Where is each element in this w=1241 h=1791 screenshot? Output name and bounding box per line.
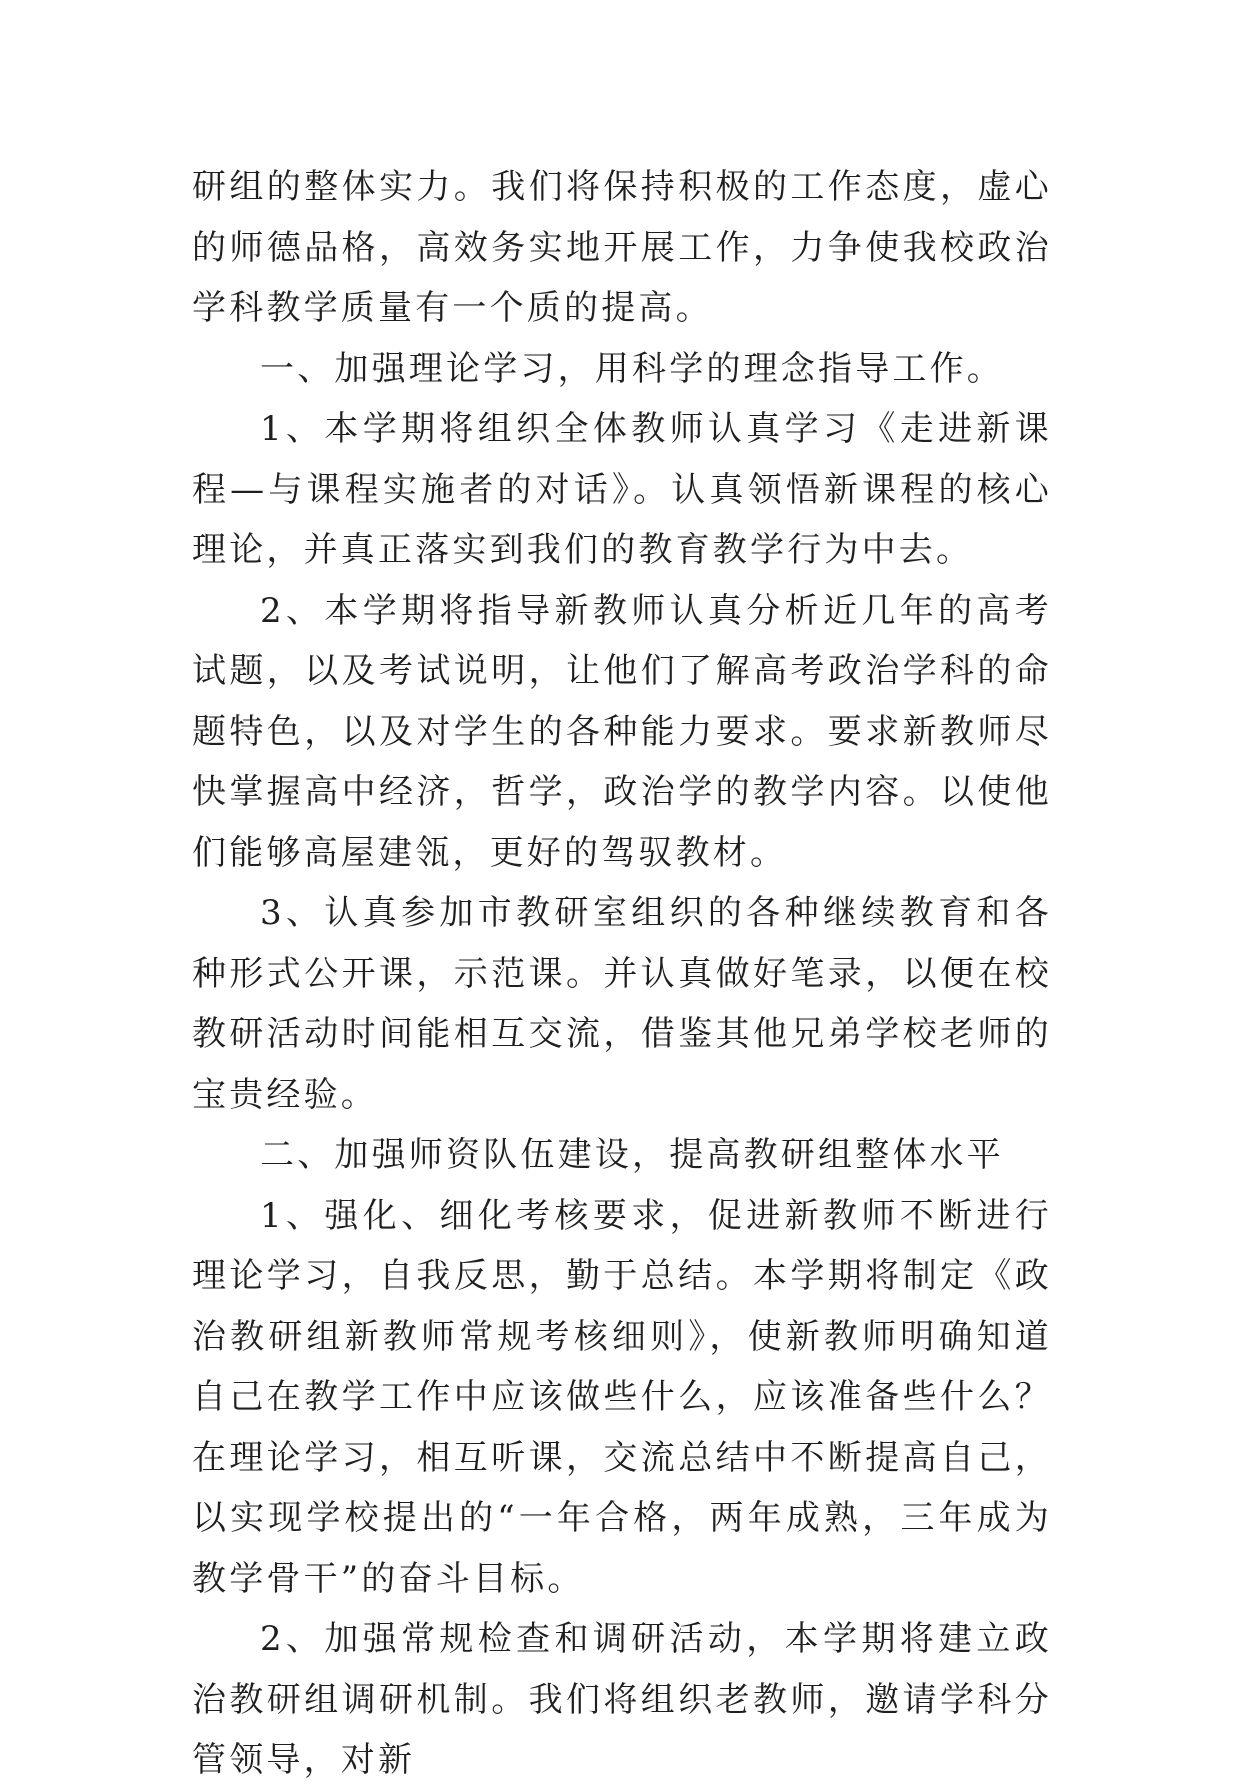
heading-section-one: 一、加强理论学习，用科学的理念指导工作。: [260, 348, 1004, 389]
heading-section-two: 二、加强师资队伍建设，提高教研组整体水平: [260, 1135, 1004, 1175]
paragraph-item-2-1: 1、强化、细化考核要求，促进新教师不断进行理论学习，自我反思，勤于总结。本学期将制定《政治教研组新教师常规考核细则》，使新教师明确知道自己在教学工作中应该做些什么，应该准备些什么？在理论学习，相互听课，交流总结中不断提高自己，以实现学校提出的“一年合格，两年成熟，三年成为教学骨干”的奋斗目标。: [192, 1195, 1052, 1599]
paragraph-item-1-3: 3、认真参加市教研室组织的各种继续教育和各种形式公开课，示范课。并认真做好笔录，以便在校教研活动时间能相互交流，借鉴其他兄弟学校老师的宝贵经验。: [192, 893, 1052, 1115]
paragraph-intro-continuation: 研组的整体实力。我们将保持积极的工作态度，虚心的师德品格，高效务实地开展工作，力争使我校政治学科教学质量有一个质的提高。: [192, 167, 1052, 328]
paragraph-item-1-2: 2、本学期将指导新教师认真分析近几年的高考试题，以及考试说明，让他们了解高考政治学科的命题特色，以及对学生的各种能力要求。要求新教师尽快掌握高中经济，哲学，政治学的教学内容。以使他们能够高屋建瓴，更好的驾驭教材。: [192, 590, 1052, 873]
document-body: [192, 157, 1052, 1791]
paragraph-item-2-2: 2、加强常规检查和调研活动，本学期将建立政治教研组调研机制。我们将组织老教师，邀请学科分管领导，对新: [192, 1619, 1052, 1780]
paragraph-item-1-1: 1、本学期将组织全体教师认真学习《走进新课程—与课程实施者的对话》。认真领悟新课程的核心理论，并真正落实到我们的教育教学行为中去。: [192, 409, 1052, 570]
